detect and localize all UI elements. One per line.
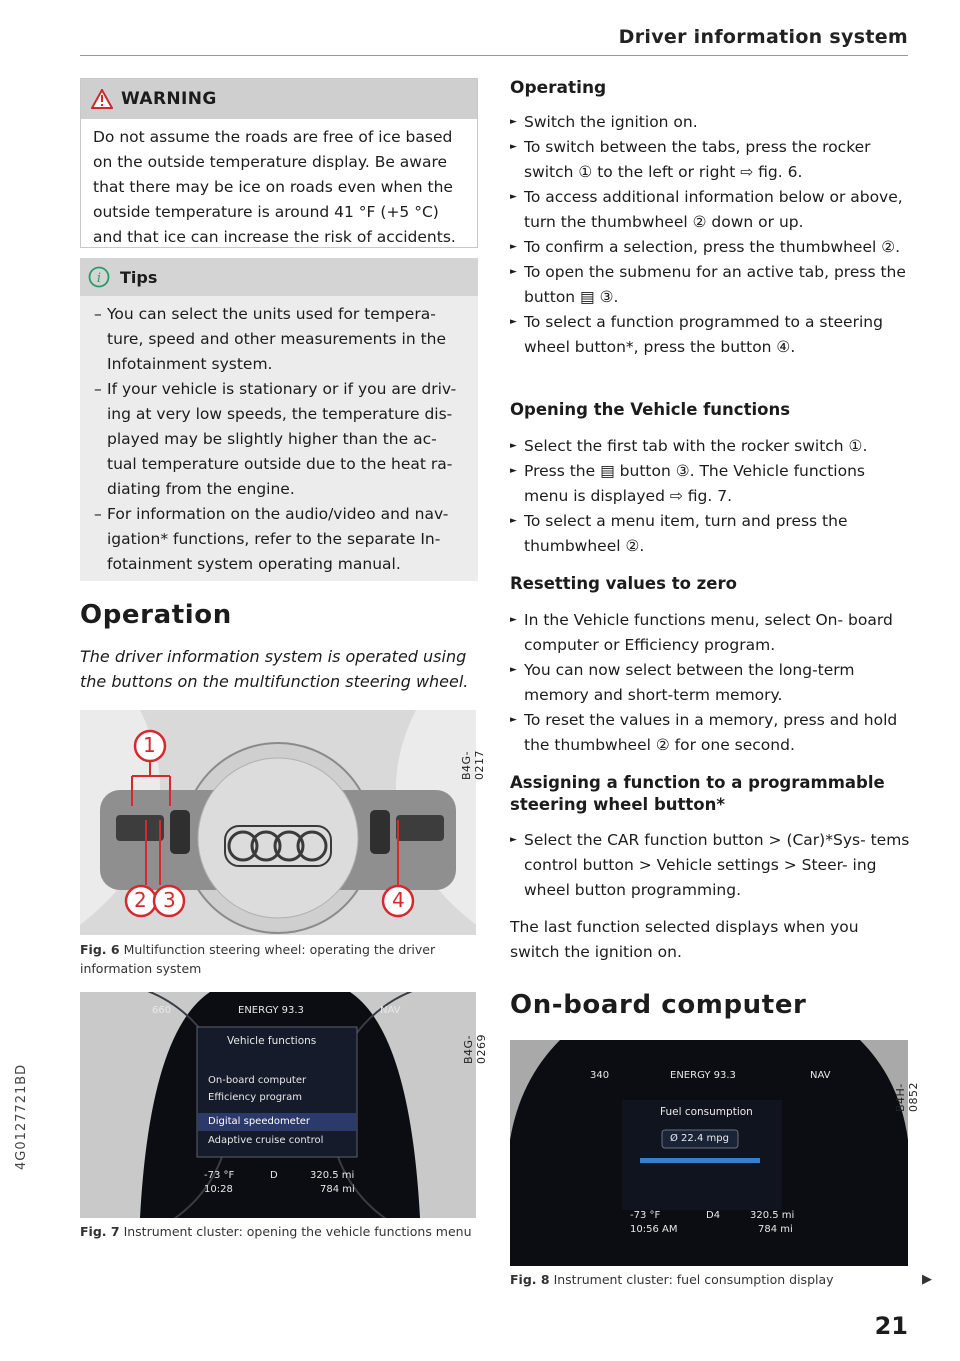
list-item: ► To confirm a selection, press the thumbwheel ②. bbox=[510, 235, 910, 260]
warning-title: WARNING bbox=[121, 89, 217, 109]
menu-title: Fuel consumption bbox=[660, 1106, 753, 1118]
resetting-list bbox=[510, 608, 910, 758]
list-item: ► To open the submenu for an active tab, press the button ▤ ③. bbox=[510, 260, 910, 310]
menu-title: Vehicle functions bbox=[227, 1035, 317, 1047]
clock: 10:56 AM bbox=[630, 1224, 678, 1235]
section-title: Driver information system bbox=[618, 26, 908, 48]
radio-station: ENERGY 93.3 bbox=[670, 1070, 736, 1081]
operating-heading: Operating bbox=[510, 78, 607, 98]
tip-item: – If your vehicle is stationary or if you are driv- ing at very low speeds, the temperature dis- played may be slightly higher than the ac- tual temperature outside due to the heat ra- diating from the engine. bbox=[94, 377, 466, 502]
operating-list bbox=[510, 110, 910, 360]
menu-item: On-board computer bbox=[208, 1075, 307, 1086]
odometer: 784 mi bbox=[758, 1224, 793, 1235]
list-item: ► In the Vehicle functions menu, select On- board computer or Efficiency program. bbox=[510, 608, 910, 658]
outside-temp: -73 °F bbox=[204, 1170, 235, 1181]
warning-line: Do not assume the roads are free of ice based bbox=[93, 128, 453, 146]
list-item: ► Select the first tab with the rocker switch ①. bbox=[510, 434, 910, 459]
avg-consumption: Ø 22.4 mpg bbox=[670, 1133, 729, 1144]
operation-heading: Operation bbox=[80, 600, 232, 630]
fig8-caption bbox=[510, 1270, 908, 1289]
odometer: 784 mi bbox=[320, 1184, 355, 1195]
operating-section bbox=[510, 78, 910, 98]
warning-line: outside temperature is around 41 °F (+5 °C) bbox=[93, 203, 439, 221]
resetting-heading: Resetting values to zero bbox=[510, 574, 737, 593]
opening-list bbox=[510, 434, 910, 559]
fig7-caption-text: Instrument cluster: opening the vehicle functions menu bbox=[123, 1224, 472, 1239]
fig7-cluster-image bbox=[80, 992, 488, 1218]
list-item: ► To switch between the tabs, press the rocker switch ① to the left or right ⇨ fig. 6. bbox=[510, 135, 910, 185]
warning-text bbox=[81, 119, 477, 250]
warning-box bbox=[80, 78, 478, 248]
radio-station: ENERGY 93.3 bbox=[238, 1005, 304, 1016]
list-item: ► To select a function programmed to a steering wheel button*, press the button ④. bbox=[510, 310, 910, 360]
assigning-note: The last function selected displays when you switch the ignition on. bbox=[510, 918, 859, 961]
tips-box bbox=[80, 258, 478, 581]
fig6-caption bbox=[80, 940, 476, 978]
info-icon bbox=[88, 266, 110, 288]
svg-text:i: i bbox=[96, 271, 102, 286]
warning-line: and that ice can increase the risk of accidents. bbox=[93, 228, 456, 246]
assigning-list bbox=[510, 828, 910, 965]
callout-4: 4 bbox=[392, 888, 405, 912]
list-item: ► Select the CAR function button > (Car)*Sys- tems control button > Vehicle settings > Steer- ing wheel button programming. bbox=[510, 828, 910, 903]
callout-2: 2 bbox=[134, 888, 147, 912]
menu-item: Efficiency program bbox=[208, 1092, 303, 1103]
resetting-heading-wrap bbox=[510, 574, 910, 593]
range-readout: 340 bbox=[590, 1070, 610, 1081]
opening-heading: Opening the Vehicle functions bbox=[510, 400, 791, 419]
fig8-cluster-image bbox=[510, 1040, 920, 1266]
list-item: ► To access additional information below or above, turn the thumbwheel ② down or up. bbox=[510, 185, 910, 235]
fig6-caption-text: Multifunction steering wheel: operating the driver information system bbox=[80, 942, 436, 976]
page-number: 21 bbox=[874, 1312, 908, 1340]
trip: 320.5 mi bbox=[750, 1210, 795, 1221]
menu-item-selected: Digital speedometer bbox=[208, 1116, 311, 1127]
list-item: ► Press the ▤ button ③. The Vehicle functions menu is displayed ⇨ fig. 7. bbox=[510, 459, 910, 509]
trip: 320.5 mi bbox=[310, 1170, 355, 1181]
tip-item: – You can select the units used for tempera- ture, speed and other measurements in the Infotainment system. bbox=[94, 302, 466, 377]
document-code: 4G0127721BD bbox=[14, 1063, 29, 1170]
list-item: ► To reset the values in a memory, press and hold the thumbwheel ② for one second. bbox=[510, 708, 910, 758]
outside-temp: -73 °F bbox=[630, 1210, 661, 1221]
assigning-heading-wrap bbox=[510, 772, 910, 816]
continue-arrow-icon: ▶ bbox=[922, 1272, 932, 1287]
tips-title: Tips bbox=[120, 267, 158, 287]
opening-heading-wrap bbox=[510, 400, 910, 419]
fig6-code: B4G-0217 bbox=[460, 750, 486, 780]
list-item: ► To select a menu item, turn and press the thumbwheel ②. bbox=[510, 509, 910, 559]
callout-1: 1 bbox=[143, 733, 156, 757]
list-item: ► You can now select between the long-term memory and short-term memory. bbox=[510, 658, 910, 708]
menu-item: Adaptive cruise control bbox=[208, 1135, 324, 1146]
warning-line: on the outside temperature display. Be aware bbox=[93, 153, 448, 171]
tips-list bbox=[80, 296, 478, 577]
header-rule bbox=[80, 55, 908, 56]
fig7-label: Fig. 7 bbox=[80, 1224, 120, 1239]
gear: D4 bbox=[706, 1210, 721, 1221]
onboard-heading: On-board computer bbox=[510, 990, 807, 1020]
nav-tab: NAV bbox=[810, 1070, 831, 1081]
assigning-heading: Assigning a function to a programmable steering wheel button* bbox=[510, 773, 885, 814]
list-item: ► Switch the ignition on. bbox=[510, 110, 910, 135]
clock: 10:28 bbox=[204, 1184, 233, 1195]
operation-intro: The driver information system is operated using the buttons on the multifunction steering wheel. bbox=[80, 647, 469, 691]
gear: D bbox=[270, 1170, 278, 1181]
fig8-code: B4H-0852 bbox=[894, 1082, 920, 1112]
fig6-steering-wheel-image bbox=[80, 710, 486, 935]
fig7-code: B4G-0269 bbox=[462, 1034, 488, 1064]
warning-header bbox=[81, 79, 477, 119]
warning-triangle-icon bbox=[91, 89, 113, 109]
range-readout: 660 bbox=[152, 1005, 172, 1016]
cluster-gauges bbox=[80, 992, 476, 1218]
fig8-caption-text: Instrument cluster: fuel consumption display bbox=[553, 1272, 834, 1287]
tip-item: – For information on the audio/video and nav- igation* functions, refer to the separate In- fotainment system operating manual. bbox=[94, 502, 466, 577]
warning-line: that there may be ice on roads even when the bbox=[93, 178, 453, 196]
nav-tab: NAV bbox=[380, 1005, 401, 1016]
fig7-caption bbox=[80, 1222, 476, 1241]
callout-3: 3 bbox=[163, 888, 176, 912]
fig8-label: Fig. 8 bbox=[510, 1272, 550, 1287]
fig6-label: Fig. 6 bbox=[80, 942, 120, 957]
tips-header bbox=[80, 258, 478, 296]
